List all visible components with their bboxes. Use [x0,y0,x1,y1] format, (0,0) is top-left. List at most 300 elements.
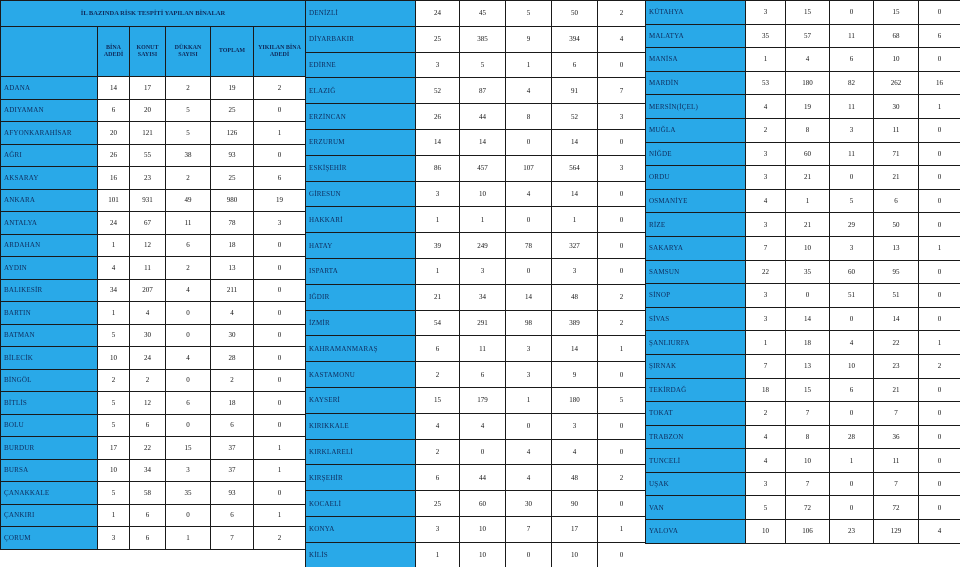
value-cell: 54 [416,310,460,336]
value-cell: 67 [130,212,166,235]
table-row [306,362,646,388]
value-cell: 0 [598,362,646,388]
value-cell: 18 [211,392,254,415]
province-name-cell: BARTIN [1,302,98,325]
value-cell: 3 [506,336,552,362]
value-cell: 0 [254,279,306,302]
table-row [306,439,646,465]
value-cell: 7 [598,78,646,104]
value-cell: 93 [211,482,254,505]
value-cell: 0 [919,48,960,72]
value-cell: 98 [506,310,552,336]
header-dukkan-sayisi: DÜKKAN SAYISI [166,27,211,77]
header-bina-adedi: BİNA ADEDİ [98,27,130,77]
province-name-cell: SAMSUN [646,260,746,284]
table-row [1,257,306,280]
value-cell: 11 [830,95,874,119]
value-cell: 10 [98,347,130,370]
table-row [306,1,646,27]
province-name-cell: DİYARBAKIR [306,26,416,52]
table-panel-right [645,0,960,567]
value-cell: 39 [416,233,460,259]
province-name-cell: OSMANİYE [646,189,746,213]
table-row [306,542,646,567]
value-cell: 6 [211,414,254,437]
province-name-cell: KÜTAHYA [646,1,746,25]
value-cell: 6 [416,336,460,362]
value-cell: 25 [211,99,254,122]
value-cell: 57 [786,24,830,48]
province-table-1 [0,0,305,550]
province-name-cell: BİNGÖL [1,369,98,392]
value-cell: 13 [786,354,830,378]
value-cell: 34 [460,284,506,310]
value-cell: 0 [254,302,306,325]
province-name-cell: HATAY [306,233,416,259]
value-cell: 4 [746,95,786,119]
value-cell: 17 [552,516,598,542]
province-name-cell: DENİZLİ [306,1,416,27]
value-cell: 11 [830,142,874,166]
value-cell: 8 [786,118,830,142]
value-cell: 10 [746,520,786,544]
value-cell: 249 [460,233,506,259]
value-cell: 36 [874,425,919,449]
value-cell: 0 [254,369,306,392]
province-name-cell: TRABZON [646,425,746,449]
value-cell: 1 [786,189,830,213]
value-cell: 2 [746,402,786,426]
value-cell: 121 [130,122,166,145]
value-cell: 6 [254,167,306,190]
value-cell: 564 [552,155,598,181]
value-cell: 51 [874,284,919,308]
value-cell: 4 [460,413,506,439]
value-cell: 0 [254,234,306,257]
province-name-cell: KAYSERİ [306,387,416,413]
value-cell: 385 [460,26,506,52]
value-cell: 4 [598,26,646,52]
value-cell: 55 [130,144,166,167]
value-cell: 11 [874,449,919,473]
table-row [306,233,646,259]
value-cell: 211 [211,279,254,302]
value-cell: 3 [552,413,598,439]
value-cell: 93 [211,144,254,167]
province-name-cell: SİNOP [646,284,746,308]
table-row [646,307,960,331]
value-cell: 87 [460,78,506,104]
value-cell: 1 [506,387,552,413]
province-name-cell: ÇORUM [1,527,98,550]
value-cell: 4 [130,302,166,325]
header-konut-sayisi: KONUT SAYISI [130,27,166,77]
value-cell: 2 [254,527,306,550]
value-cell: 14 [460,129,506,155]
value-cell: 1 [166,527,211,550]
value-cell: 6 [130,414,166,437]
value-cell: 0 [506,413,552,439]
value-cell: 35 [786,260,830,284]
province-name-cell: MERSİN(İÇEL) [646,95,746,119]
value-cell: 7 [211,527,254,550]
value-cell: 3 [746,166,786,190]
value-cell: 6 [130,527,166,550]
value-cell: 13 [211,257,254,280]
value-cell: 3 [598,155,646,181]
table-row [646,402,960,426]
value-cell: 2 [166,77,211,100]
value-cell: 101 [98,189,130,212]
value-cell: 18 [786,331,830,355]
value-cell: 4 [506,465,552,491]
province-name-cell: HAKKARİ [306,207,416,233]
table-row [1,527,306,550]
value-cell: 21 [416,284,460,310]
value-cell: 1 [598,516,646,542]
value-cell: 8 [506,104,552,130]
table-row [646,24,960,48]
value-cell: 30 [874,95,919,119]
value-cell: 327 [552,233,598,259]
value-cell: 1 [506,52,552,78]
value-cell: 0 [166,414,211,437]
province-name-cell: MALATYA [646,24,746,48]
province-name-cell: ISPARTA [306,258,416,284]
value-cell: 0 [919,118,960,142]
value-cell: 1 [919,331,960,355]
province-name-cell: ADANA [1,77,98,100]
value-cell: 18 [746,378,786,402]
value-cell: 15 [166,437,211,460]
value-cell: 0 [919,402,960,426]
value-cell: 3 [598,104,646,130]
province-name-cell: MUĞLA [646,118,746,142]
province-name-cell: TOKAT [646,402,746,426]
table-row [646,213,960,237]
value-cell: 0 [598,129,646,155]
value-cell: 1 [254,437,306,460]
table-row [306,413,646,439]
value-cell: 10 [460,181,506,207]
province-name-cell: YALOVA [646,520,746,544]
value-cell: 9 [506,26,552,52]
value-cell: 107 [506,155,552,181]
value-cell: 34 [130,459,166,482]
value-cell: 52 [552,104,598,130]
value-cell: 262 [874,71,919,95]
value-cell: 78 [506,233,552,259]
table-row [1,459,306,482]
value-cell: 394 [552,26,598,52]
value-cell: 51 [830,284,874,308]
province-name-cell: MARDİN [646,71,746,95]
value-cell: 10 [98,459,130,482]
value-cell: 1 [552,207,598,233]
value-cell: 2 [98,369,130,392]
value-cell: 11 [874,118,919,142]
value-cell: 17 [130,77,166,100]
value-cell: 6 [552,52,598,78]
table-row [1,77,306,100]
value-cell: 3 [830,236,874,260]
value-cell: 0 [254,324,306,347]
value-cell: 1 [254,122,306,145]
value-cell: 13 [874,236,919,260]
value-cell: 25 [211,167,254,190]
value-cell: 0 [506,542,552,567]
value-cell: 52 [416,78,460,104]
table-row [646,189,960,213]
value-cell: 0 [830,166,874,190]
value-cell: 71 [874,142,919,166]
province-name-cell: ARDAHAN [1,234,98,257]
table-row [1,167,306,190]
value-cell: 5 [98,392,130,415]
value-cell: 37 [211,459,254,482]
value-cell: 3 [254,212,306,235]
value-cell: 0 [830,307,874,331]
value-cell: 0 [598,413,646,439]
value-cell: 0 [919,1,960,25]
value-cell: 5 [166,122,211,145]
value-cell: 72 [874,496,919,520]
value-cell: 24 [98,212,130,235]
table-row [646,260,960,284]
value-cell: 15 [416,387,460,413]
value-cell: 3 [746,472,786,496]
value-cell: 5 [98,414,130,437]
value-cell: 2 [254,77,306,100]
table-row [646,425,960,449]
value-cell: 7 [786,402,830,426]
value-cell: 35 [746,24,786,48]
value-cell: 6 [98,99,130,122]
value-cell: 6 [874,189,919,213]
value-cell: 4 [166,279,211,302]
table-row [306,181,646,207]
value-cell: 6 [211,504,254,527]
value-cell: 2 [416,362,460,388]
value-cell: 0 [919,449,960,473]
value-cell: 14 [786,307,830,331]
table-row [306,310,646,336]
value-cell: 37 [211,437,254,460]
value-cell: 26 [98,144,130,167]
value-cell: 6 [919,24,960,48]
province-name-cell: SİVAS [646,307,746,331]
value-cell: 28 [211,347,254,370]
value-cell: 0 [919,284,960,308]
value-cell: 0 [166,302,211,325]
value-cell: 72 [786,496,830,520]
value-cell: 0 [830,496,874,520]
value-cell: 0 [254,482,306,505]
province-name-cell: ELAZIĞ [306,78,416,104]
value-cell: 1 [98,234,130,257]
value-cell: 6 [166,392,211,415]
value-cell: 10 [874,48,919,72]
table-row [1,302,306,325]
value-cell: 82 [830,71,874,95]
province-name-cell: EDİRNE [306,52,416,78]
value-cell: 0 [786,284,830,308]
value-cell: 0 [598,207,646,233]
value-cell: 25 [416,26,460,52]
value-cell: 2 [746,118,786,142]
value-cell: 0 [506,129,552,155]
province-name-cell: IĞDIR [306,284,416,310]
table-row [646,48,960,72]
value-cell: 10 [460,542,506,567]
value-cell: 3 [552,258,598,284]
value-cell: 10 [460,516,506,542]
table-row [306,387,646,413]
province-name-cell: MANİSA [646,48,746,72]
value-cell: 1 [746,331,786,355]
value-cell: 3 [416,516,460,542]
value-cell: 0 [598,181,646,207]
value-cell: 5 [98,324,130,347]
table-row [646,236,960,260]
value-cell: 389 [552,310,598,336]
value-cell: 2 [130,369,166,392]
value-cell: 1 [919,95,960,119]
value-cell: 11 [460,336,506,362]
value-cell: 4 [506,181,552,207]
value-cell: 1 [598,336,646,362]
table-row [1,347,306,370]
value-cell: 10 [552,542,598,567]
province-name-cell: UŞAK [646,472,746,496]
value-cell: 15 [786,1,830,25]
value-cell: 9 [552,362,598,388]
value-cell: 78 [211,212,254,235]
value-cell: 0 [830,402,874,426]
value-cell: 44 [460,465,506,491]
value-cell: 6 [166,234,211,257]
table-row [306,491,646,517]
table-row [1,369,306,392]
table-row [1,482,306,505]
value-cell: 0 [919,189,960,213]
value-cell: 21 [786,213,830,237]
value-cell: 53 [746,71,786,95]
value-cell: 30 [130,324,166,347]
value-cell: 1 [830,449,874,473]
value-cell: 58 [130,482,166,505]
value-cell: 0 [598,233,646,259]
table-row [1,234,306,257]
province-name-cell: ANTALYA [1,212,98,235]
value-cell: 14 [552,181,598,207]
table-row [306,155,646,181]
province-name-cell: ESKİŞEHİR [306,155,416,181]
province-table-2 [305,0,645,567]
value-cell: 25 [416,491,460,517]
value-cell: 2 [919,354,960,378]
value-cell: 3 [506,362,552,388]
province-name-cell: KONYA [306,516,416,542]
value-cell: 0 [166,504,211,527]
province-name-cell: KİLİS [306,542,416,567]
province-name-cell: BİLECİK [1,347,98,370]
value-cell: 5 [166,99,211,122]
value-cell: 22 [130,437,166,460]
table-row [1,212,306,235]
value-cell: 0 [598,542,646,567]
value-cell: 14 [552,336,598,362]
value-cell: 3 [746,1,786,25]
province-name-cell: KIRIKKALE [306,413,416,439]
province-name-cell: BURDUR [1,437,98,460]
value-cell: 23 [130,167,166,190]
value-cell: 7 [746,236,786,260]
value-cell: 60 [830,260,874,284]
value-cell: 28 [830,425,874,449]
value-cell: 3 [746,284,786,308]
table-row [1,437,306,460]
value-cell: 49 [166,189,211,212]
value-cell: 29 [830,213,874,237]
value-cell: 10 [786,236,830,260]
value-cell: 0 [254,392,306,415]
province-name-cell: KASTAMONU [306,362,416,388]
province-name-cell: AKSARAY [1,167,98,190]
value-cell: 48 [552,284,598,310]
value-cell: 90 [552,491,598,517]
value-cell: 35 [166,482,211,505]
value-cell: 10 [786,449,830,473]
value-cell: 4 [830,331,874,355]
value-cell: 0 [598,258,646,284]
value-cell: 1 [98,504,130,527]
province-name-cell: AFYONKARAHİSAR [1,122,98,145]
value-cell: 14 [416,129,460,155]
table-row [306,465,646,491]
value-cell: 5 [830,189,874,213]
table-row [306,104,646,130]
value-cell: 3 [830,118,874,142]
table-row [306,26,646,52]
value-cell: 4 [746,425,786,449]
value-cell: 95 [874,260,919,284]
province-name-cell: GİRESUN [306,181,416,207]
province-name-cell: ERZURUM [306,129,416,155]
value-cell: 8 [786,425,830,449]
value-cell: 6 [830,378,874,402]
value-cell: 2 [598,465,646,491]
province-name-cell: AYDIN [1,257,98,280]
province-name-cell: ŞIRNAK [646,354,746,378]
table-row [646,284,960,308]
value-cell: 86 [416,155,460,181]
table-row [1,392,306,415]
value-cell: 0 [919,307,960,331]
value-cell: 0 [166,324,211,347]
value-cell: 50 [874,213,919,237]
value-cell: 2 [598,1,646,27]
table-row [1,99,306,122]
value-cell: 30 [506,491,552,517]
value-cell: 68 [874,24,919,48]
value-cell: 0 [919,166,960,190]
table-row [1,414,306,437]
value-cell: 4 [786,48,830,72]
value-cell: 18 [211,234,254,257]
value-cell: 4 [919,520,960,544]
value-cell: 0 [254,257,306,280]
